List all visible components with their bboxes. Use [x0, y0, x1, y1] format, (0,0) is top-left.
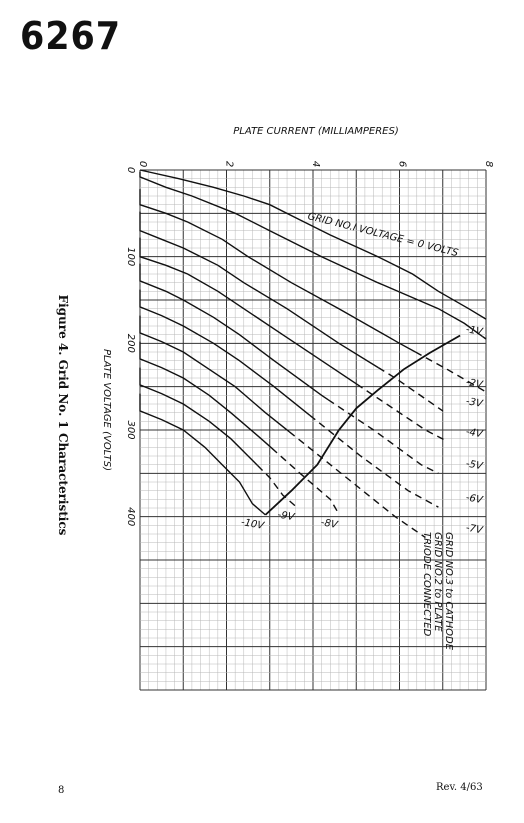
chart-note: [421, 532, 454, 651]
page-number: 8: [58, 785, 65, 796]
current-tick-label: 8: [483, 160, 494, 168]
curve-label: -6V: [464, 492, 484, 507]
y-axis-label: PLATE CURRENT (MILLIAMPERES): [233, 126, 399, 137]
series-curve: [140, 212, 378, 368]
curve-label: GRID NO.I VOLTAGE = 0 VOLTS: [306, 211, 460, 260]
voltage-tick-label: 0: [125, 166, 136, 174]
curve-label: -5V: [464, 458, 484, 473]
curve-label: -1V: [464, 324, 484, 338]
note-line: TRIODE CONNECTED: [421, 532, 432, 637]
curve-label: -9V: [276, 509, 296, 524]
series-curve-dashed: [258, 466, 296, 507]
current-tick-label: 2: [223, 160, 235, 168]
series-curve-dashed: [482, 336, 486, 339]
note-line: GRID NO.3 to CATHODE: [443, 532, 454, 651]
dissipation-locus-line: [265, 336, 460, 515]
revision-label: Rev. 4/63: [436, 782, 483, 793]
chart-locus: [265, 336, 460, 515]
current-tick-label: 6: [396, 160, 408, 168]
curve-label: -8V: [319, 517, 339, 532]
series-curve: [140, 316, 289, 432]
figure-caption: Figure 4. Grid No. 1 Characteristics: [56, 294, 70, 536]
current-tick-label: 0: [137, 160, 148, 168]
curve-label: -2V: [464, 377, 484, 391]
series-curve-dashed: [310, 415, 439, 507]
voltage-tick-label: 200: [125, 333, 136, 353]
series-curve: [140, 172, 482, 337]
page-title: 6267: [20, 14, 121, 58]
series-curve: [140, 238, 357, 385]
voltage-tick-label: 400: [125, 507, 136, 527]
series-curve-dashed: [328, 400, 438, 474]
voltage-tick-label: 300: [125, 420, 136, 440]
x-axis-label: PLATE VOLTAGE (VOLTS): [101, 348, 112, 472]
series-curve: [140, 264, 328, 400]
curve-label: -4V: [464, 426, 484, 441]
curve-label: -3V: [464, 396, 484, 410]
series-curve: [140, 368, 258, 466]
series-curve-dashed: [272, 448, 339, 514]
current-tick-label: 4: [310, 160, 321, 168]
note-line: GRID NO.2 to PLATE: [432, 532, 443, 632]
curve-label: -10V: [240, 517, 265, 532]
curve-label: -7V: [464, 522, 484, 537]
voltage-tick-label: 100: [125, 247, 136, 267]
series-curve: [140, 342, 272, 449]
